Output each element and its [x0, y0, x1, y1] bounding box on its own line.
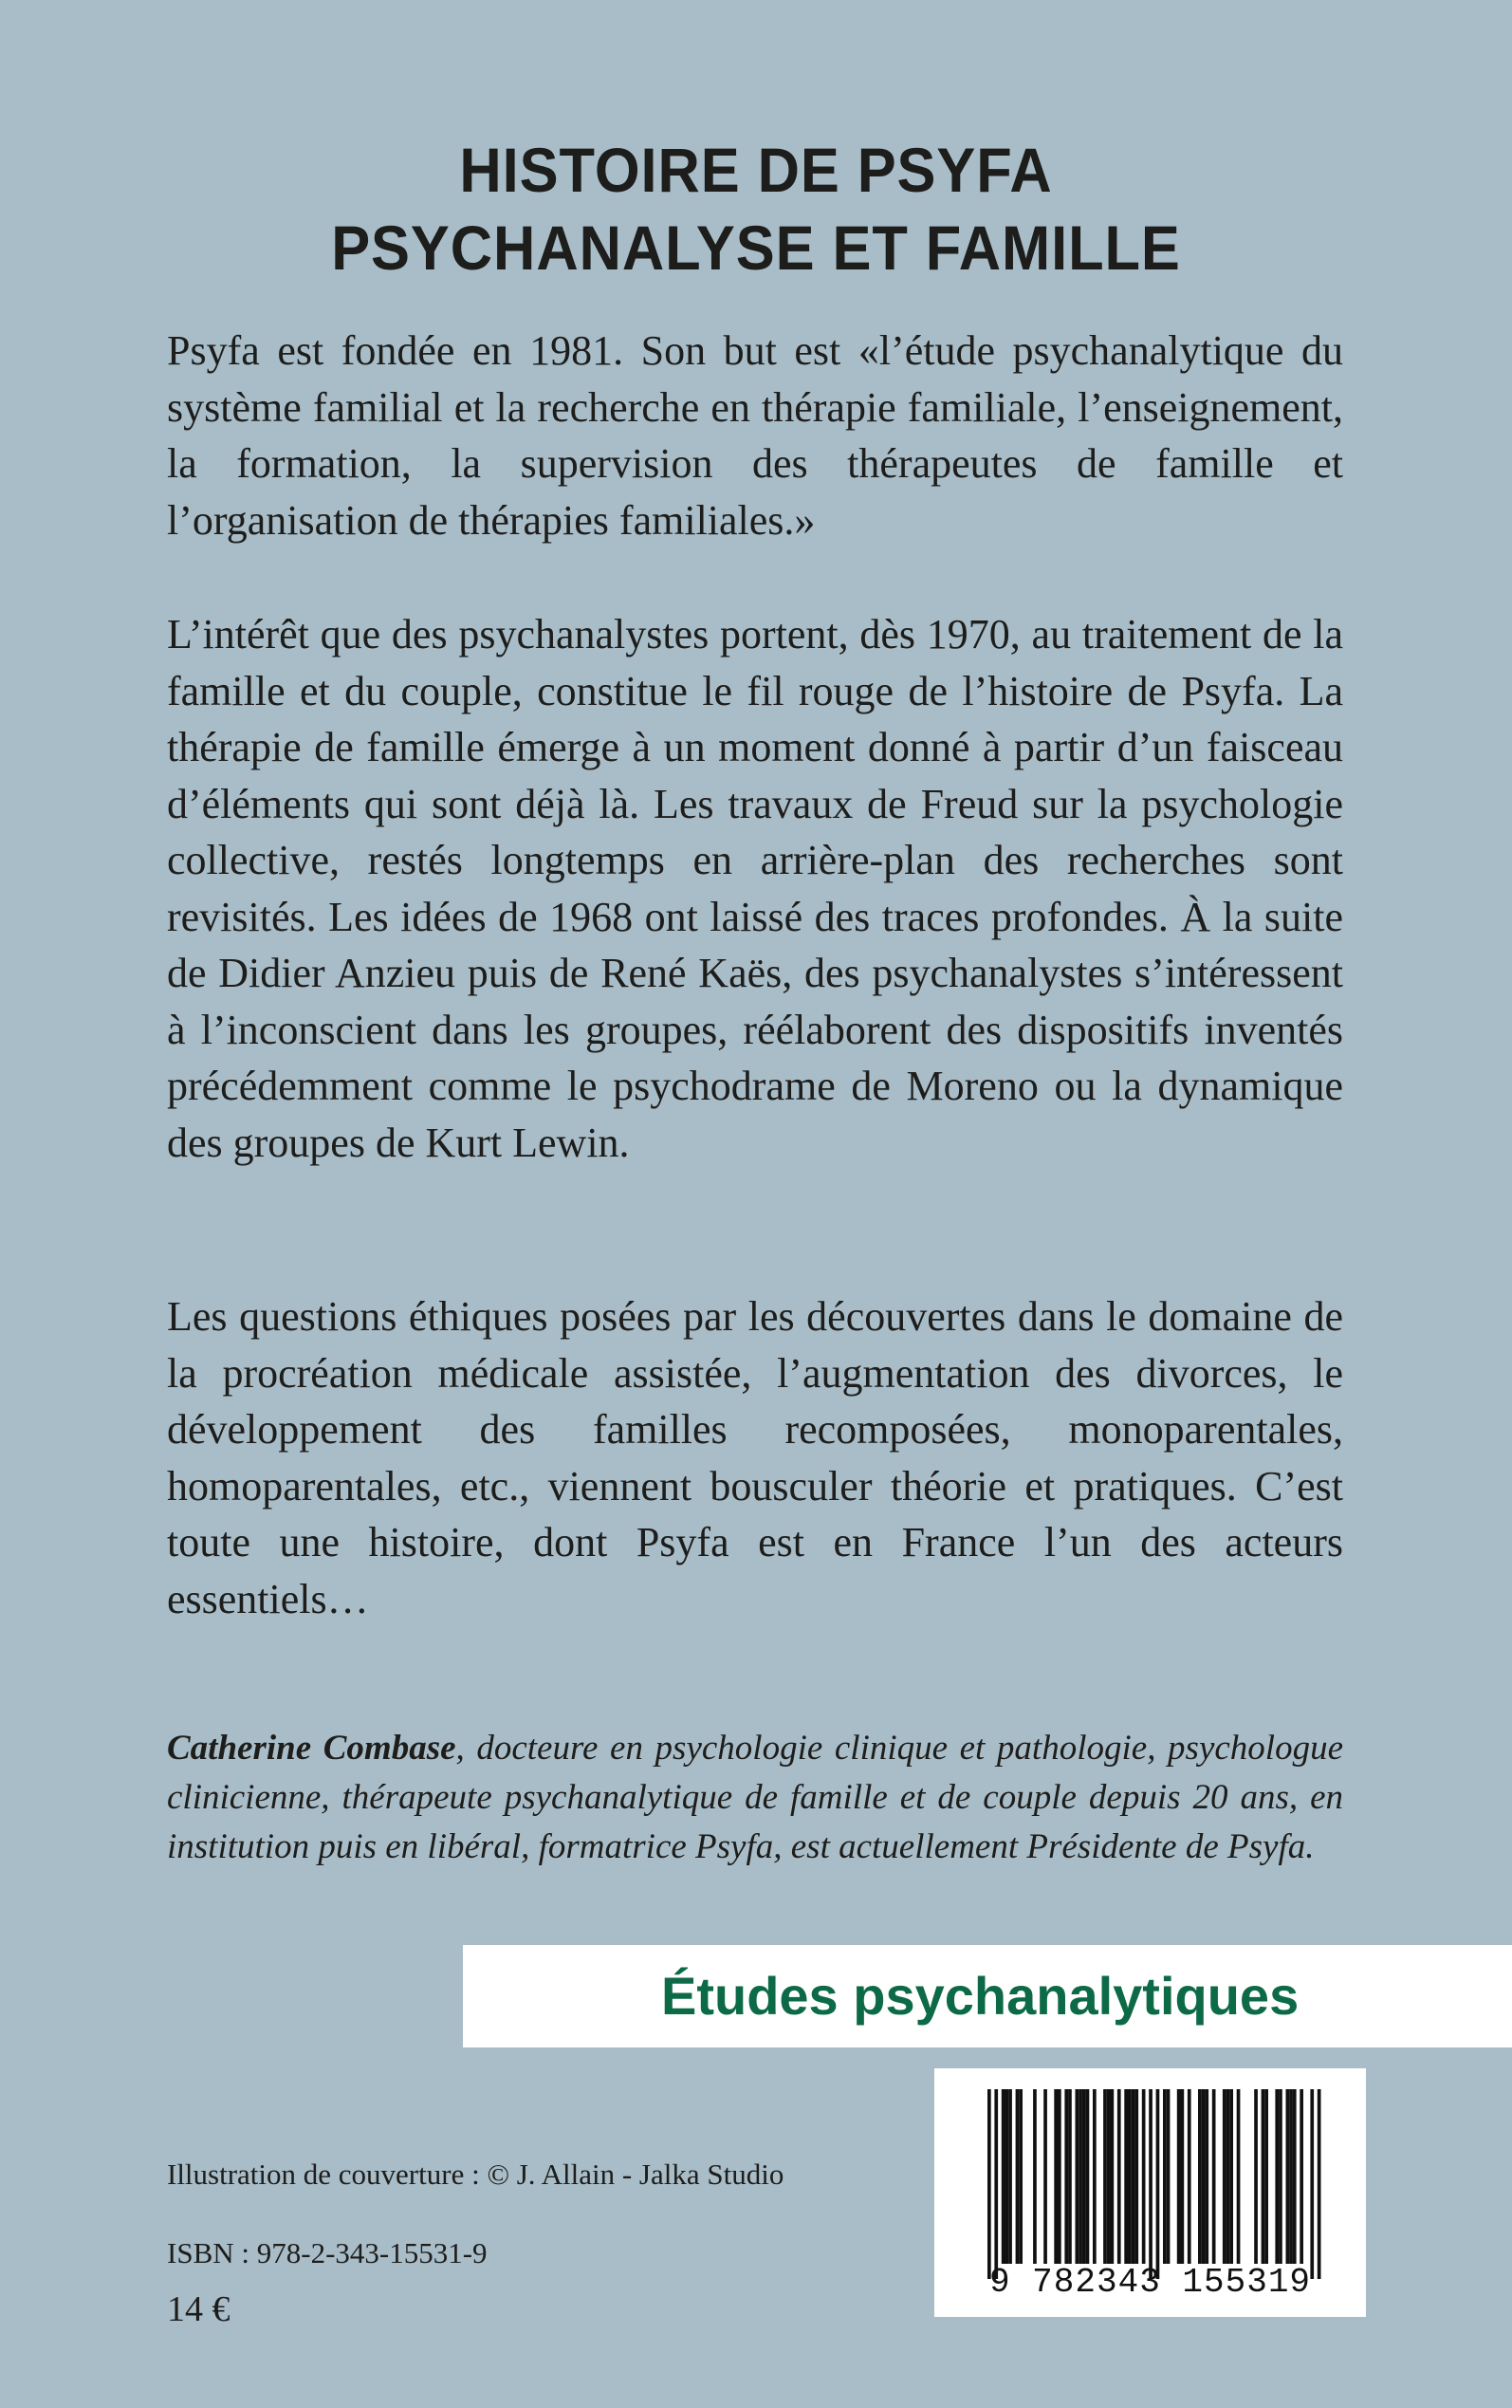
book-title	[0, 131, 1512, 287]
barcode-bar	[1068, 2089, 1072, 2264]
barcode-bar	[1149, 2089, 1152, 2279]
barcode-bar	[1264, 2089, 1268, 2264]
barcode-bar	[1212, 2089, 1216, 2264]
barcode-bar	[1093, 2089, 1097, 2264]
barcode-bar	[1033, 2089, 1037, 2264]
barcode-bar	[1111, 2089, 1115, 2264]
barcode-bar	[1076, 2089, 1079, 2264]
barcode-bar	[1229, 2089, 1233, 2264]
author-name: Catherine Combase	[167, 1729, 456, 1768]
barcode-bar	[1262, 2089, 1265, 2264]
barcode-bar	[1117, 2089, 1121, 2264]
barcode-bar	[1286, 2089, 1290, 2264]
cover-illustration-credit: Illustration de couverture : © J. Allain - Jalka Studio	[167, 2158, 784, 2191]
barcode-bar	[1008, 2089, 1012, 2264]
barcode-bar	[1134, 2089, 1138, 2264]
barcode-bar	[1310, 2089, 1314, 2279]
barcode-bar	[1103, 2089, 1107, 2264]
barcode-bar	[1188, 2089, 1191, 2264]
title-line-1: HISTOIRE DE PSYFA	[459, 135, 1053, 205]
barcode-digits: 9 782343 155319	[988, 2263, 1312, 2302]
barcode-bar	[1064, 2089, 1068, 2264]
barcode-bar	[1275, 2089, 1279, 2264]
blurb-paragraph-3: Les questions éthiques posées par les découvertes dans le domaine de la procréation médicale assistée, l’augmentation des divorces, le développement des familles recomposées, monoparentales, homoparentales, etc., viennent bousculer théorie et pratiques. C’est toute une histoire, dont Psyfa est en France l’un des acteurs essentiels…	[167, 1293, 1343, 1622]
barcode-bar	[1086, 2089, 1090, 2264]
isbn: ISBN : 978-2-343-15531-9	[167, 2236, 488, 2269]
barcode-bar	[1318, 2089, 1321, 2279]
barcode-bar	[1202, 2089, 1206, 2264]
barcode-bar	[1002, 2089, 1005, 2264]
barcode-bar	[1156, 2089, 1160, 2279]
barcode-bar	[1254, 2089, 1258, 2264]
barcode-bar	[1082, 2089, 1086, 2264]
barcode-bar	[994, 2089, 998, 2279]
barcode-bar	[1079, 2089, 1082, 2264]
barcode-bar	[1005, 2089, 1009, 2264]
barcode-bar	[1226, 2089, 1230, 2264]
barcode-bar	[1279, 2089, 1282, 2264]
barcode-bar	[1177, 2089, 1181, 2264]
blurb-paragraph-2: L’intérêt que des psychanalystes portent, dès 1970, au traitement de la famille et du couple, constitue le fil rouge de l’histoire de Psyfa. La thérapie de famille émerge à un moment donné à partir d’un faisceau d’éléments qui sont déjà là. Les travaux de Freud sur la psychologie collective, restés longtemps en arrière-plan des recherches sont revisités. Les idées de 1968 ont laissé des traces profondes. À la suite de Didier Anzieu puis de René Kaës, des psychanalystes s’intéressent à l’inconscient dans les groupes, réélaborent des dispositifs inventés précédemment comme le psychodrame de Moreno ou la dynamique des groupes de Kurt Lewin.	[167, 611, 1343, 1166]
author-bio-text: , docteure en psychologie clinique et pathologie, psychologue clinicienne, thérapeute psychanalytique de famille et de couple depuis 20 ans, en institution puis en libéral, formatrice Psyfa, est actuellement Présidente de Psyfa.	[167, 1729, 1343, 1866]
barcode-bar	[1198, 2089, 1202, 2264]
price: 14 €	[167, 2289, 230, 2329]
barcode-bar	[1181, 2089, 1185, 2264]
barcode-bar	[1205, 2089, 1208, 2264]
barcode-bar	[1289, 2089, 1293, 2264]
barcode-bar	[1016, 2089, 1020, 2264]
blurb-paragraph-1: Psyfa est fondée en 1981. Son but est «l’étude psychanalytique du système familial et la recherche en thérapie familiale, l’enseignement, la formation, la supervision des thérapeutes de famille et l’organisation de thérapies familiales.»	[167, 327, 1343, 544]
barcode-bar	[1237, 2089, 1241, 2264]
barcode-bar	[1142, 2089, 1146, 2264]
barcode-bar	[1054, 2089, 1058, 2264]
barcode-bar	[1223, 2089, 1226, 2264]
author-bio	[167, 1724, 1343, 1872]
barcode-bar	[987, 2089, 991, 2279]
barcode-bar	[1293, 2089, 1297, 2264]
title-line-2: PSYCHANALYSE ET FAMILLE	[331, 213, 1181, 283]
barcode-bar	[1058, 2089, 1061, 2264]
barcode-bar	[1300, 2089, 1303, 2264]
series-name: Études psychanalytiques	[661, 1966, 1300, 2026]
barcode	[934, 2068, 1366, 2317]
barcode-bar	[1019, 2089, 1023, 2264]
barcode-bar	[1124, 2089, 1128, 2264]
barcode-bar	[1163, 2089, 1167, 2264]
barcode-bar	[1167, 2089, 1171, 2264]
barcode-bar	[1132, 2089, 1135, 2264]
barcode-bar	[1107, 2089, 1111, 2264]
barcode-bar	[1043, 2089, 1047, 2264]
barcode-bar	[1128, 2089, 1132, 2264]
